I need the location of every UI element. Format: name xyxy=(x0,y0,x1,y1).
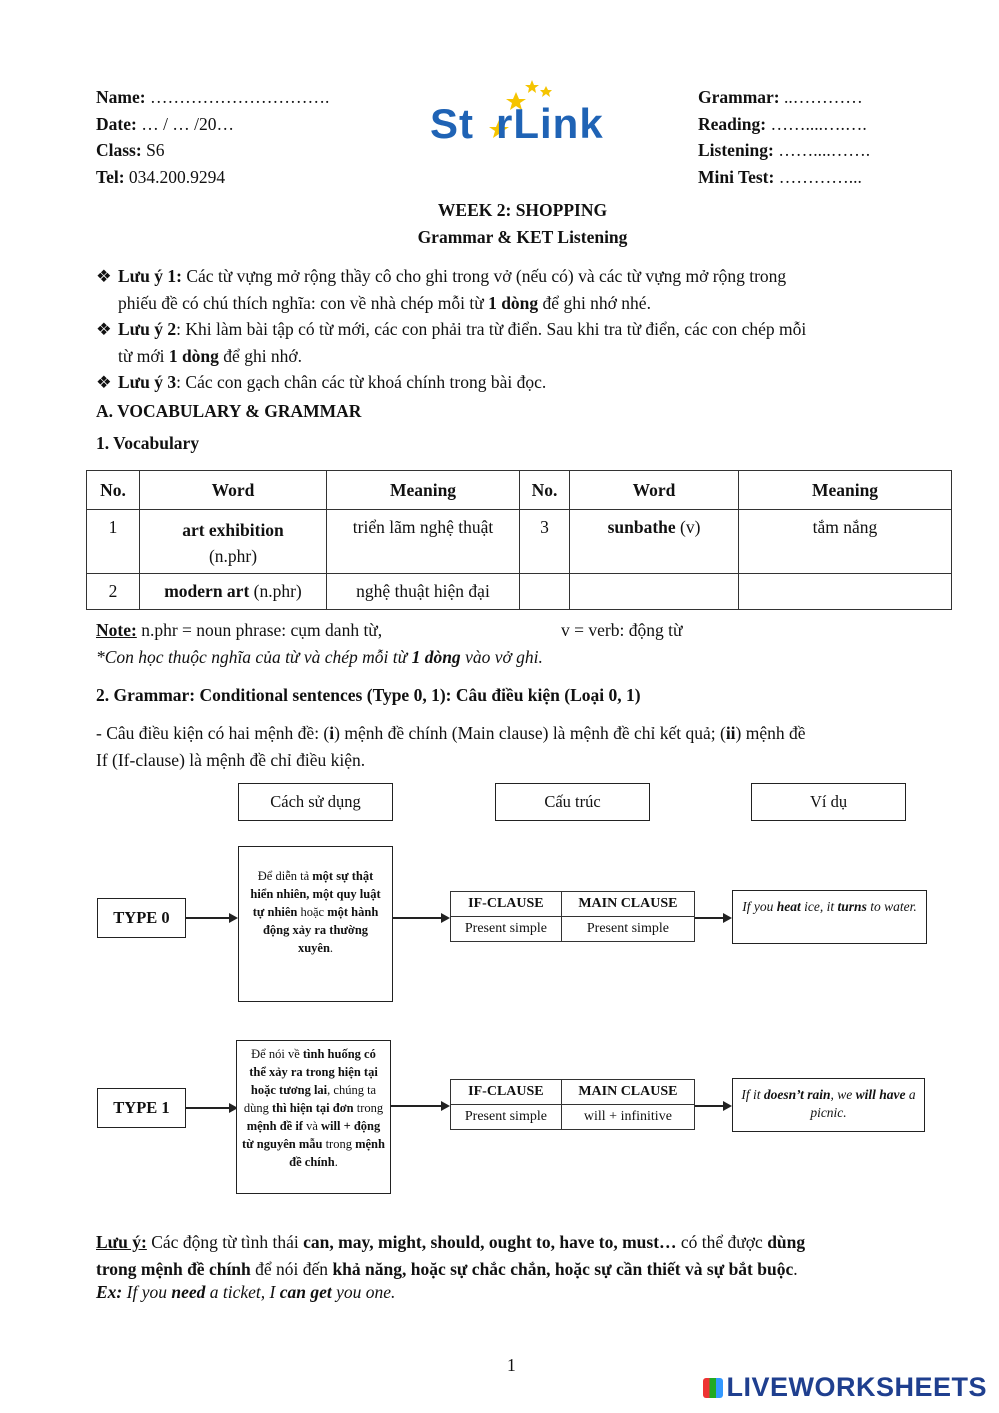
vocabulary-heading: 1. Vocabulary xyxy=(96,433,200,453)
type-1-ex-3: , we xyxy=(830,1087,856,1102)
type-0-box: TYPE 0 xyxy=(97,898,186,938)
listening-label: Listening: xyxy=(698,140,774,160)
type-0-main-head: MAIN CLAUSE xyxy=(561,892,694,917)
reading-value: ……....….…. xyxy=(766,113,867,134)
header-meaning-1: Meaning xyxy=(327,471,520,510)
note-2 xyxy=(96,316,946,369)
logo-text-rlink: rLink xyxy=(496,100,604,147)
vocab-instruction-1: *Con học thuộc nghĩa của từ và chép mỗi từ xyxy=(96,647,412,667)
modal-note-text-3: để nói đến xyxy=(250,1258,333,1279)
date-line xyxy=(96,111,329,138)
note-1-text: Các từ vựng mở rộng thầy cô cho ghi trong vở (nếu có) và các từ vựng mở rộng trong xyxy=(181,266,787,286)
type-1-main-value: will + infinitive xyxy=(561,1105,694,1130)
logo-text xyxy=(430,100,604,148)
type-0-structure-head xyxy=(451,892,695,917)
type-0-use-1: Để diễn tả xyxy=(257,869,313,883)
liveworksheets-text: LIVEWORKSHEETS xyxy=(726,1372,987,1402)
modal-note-bold-3: trong mệnh đề chính xyxy=(96,1258,251,1279)
modal-note-text-1: Các động từ tình thái xyxy=(146,1232,304,1252)
header-meaning-2: Meaning xyxy=(739,471,952,510)
note-1-label: Lưu ý 1: xyxy=(118,266,182,286)
type-0-structure-table xyxy=(450,891,695,942)
liveworksheets-icon xyxy=(703,1378,723,1398)
name-line xyxy=(96,84,329,111)
reading-label: Reading: xyxy=(698,113,767,134)
type-0-use-3: hoặc xyxy=(297,905,328,919)
example-text-2: a ticket, I xyxy=(205,1282,280,1302)
score-info xyxy=(698,84,870,190)
page-subtitle: Grammar & KET Listening xyxy=(417,227,628,247)
vocab-instruction-bold: 1 dòng xyxy=(411,647,461,667)
row-1-pos: (n.phr) xyxy=(208,546,258,566)
type-1-main-head: MAIN CLAUSE xyxy=(561,1080,694,1105)
header-no-1: No. xyxy=(87,471,140,510)
note-1-bold: 1 dòng xyxy=(488,292,539,313)
example-bold-1: need xyxy=(171,1282,206,1302)
col-head-example: Ví dụ xyxy=(751,783,906,821)
row-4-no xyxy=(520,574,570,610)
minitest-value: …………... xyxy=(774,166,862,187)
intro-text-1: - Câu điều kiện có hai mệnh đề: ( xyxy=(96,723,330,743)
reading-score-line xyxy=(698,111,870,138)
row-2-word-text: modern art xyxy=(164,581,250,601)
grammar-intro xyxy=(96,720,932,774)
modal-note-label: Lưu ý: xyxy=(96,1232,147,1252)
row-1-word xyxy=(140,510,327,574)
vocab-note-label: Note: xyxy=(96,620,137,640)
type-1-arrow-2 xyxy=(391,1105,441,1107)
type-0-if-head: IF-CLAUSE xyxy=(451,892,562,917)
type-0-example xyxy=(732,890,927,944)
type-1-ex-1: If it xyxy=(741,1087,764,1102)
type-1-arrow-1 xyxy=(186,1107,229,1109)
row-3-meaning: tắm nắng xyxy=(739,510,952,574)
page-number: 1 xyxy=(507,1355,516,1375)
table-row xyxy=(87,510,952,574)
note-2-bold: 1 dòng xyxy=(168,345,219,366)
type-1-use-11: . xyxy=(334,1155,338,1169)
type-1-box: TYPE 1 xyxy=(97,1088,186,1128)
type-0-if-value: Present simple xyxy=(451,917,562,942)
type-1-ex-4: will have xyxy=(855,1087,906,1102)
row-2-word xyxy=(140,574,327,610)
intro-bold-2: ii xyxy=(725,723,736,743)
logo-text-st: St xyxy=(430,100,474,147)
type-0-usage xyxy=(238,846,393,1002)
header-word-2: Word xyxy=(570,471,739,510)
example-sentence xyxy=(96,1282,395,1303)
arrow-right-icon xyxy=(441,913,450,923)
listening-value: ……....……. xyxy=(773,140,871,160)
vocab-note-text-2: v = verb: động từ xyxy=(561,620,683,640)
type-0-ex-4: turns xyxy=(837,899,867,914)
vocab-instruction-2: vào vở ghi. xyxy=(460,647,543,667)
starlink-logo xyxy=(428,78,638,148)
arrow-right-icon xyxy=(229,913,238,923)
class-label: Class: xyxy=(96,140,142,160)
example-label: Ex: xyxy=(96,1282,123,1302)
note-2-text-2: từ mới xyxy=(118,345,169,366)
type-1-example xyxy=(732,1078,925,1132)
diamond-bullet-icon: ❖ xyxy=(96,372,112,392)
intro-bold-1: i xyxy=(329,723,335,743)
modal-note-bold-2: dùng xyxy=(767,1232,806,1252)
type-1-ex-2: doesn’t rain xyxy=(763,1087,831,1102)
note-2-line-2 xyxy=(96,343,946,370)
type-1-structure-head xyxy=(451,1080,695,1105)
type-0-ex-2: heat xyxy=(776,899,801,914)
type-1-if-head: IF-CLAUSE xyxy=(451,1080,562,1105)
type-0-arrow-2 xyxy=(393,917,441,919)
diamond-bullet-icon: ❖ xyxy=(96,266,112,286)
type-0-ex-1: If you xyxy=(742,899,777,914)
type-1-structure-row xyxy=(451,1105,695,1130)
grammar-heading: 2. Grammar: Conditional sentences (Type 0, 1): Câu điều kiện (Loại 0, 1) xyxy=(96,685,641,705)
example-text-1: If you xyxy=(122,1282,172,1302)
type-1-structure-table xyxy=(450,1079,695,1130)
listening-score-line xyxy=(698,137,870,164)
modal-note-bold-1: can, may, might, should, ought to, have to, must… xyxy=(303,1232,677,1252)
type-1-ex-5: a picnic. xyxy=(810,1087,916,1120)
type-1-use-9: trong xyxy=(322,1137,356,1151)
type-1-use-7: và xyxy=(302,1119,322,1133)
example-bold-2: can get xyxy=(279,1282,332,1302)
row-2-pos: (n.phr) xyxy=(249,581,302,601)
row-3-no: 3 xyxy=(520,510,570,574)
date-value: … / … /20… xyxy=(136,113,235,134)
type-0-arrow-1 xyxy=(186,917,229,919)
modal-verbs-note xyxy=(96,1229,932,1282)
row-1-word-text: art exhibition xyxy=(182,520,284,540)
intro-text-3: ) mệnh đề xyxy=(735,723,806,743)
type-1-use-1: Để nói về xyxy=(251,1047,303,1061)
note-3 xyxy=(96,369,936,396)
type-0-use-5: . xyxy=(329,941,334,955)
note-2-label: Lưu ý 2 xyxy=(118,319,177,339)
tel-value: 034.200.9294 xyxy=(124,166,226,187)
header-no-2: No. xyxy=(520,471,570,510)
type-1-if-value: Present simple xyxy=(451,1105,562,1130)
minitest-score-line xyxy=(698,164,870,191)
note-2-text-3: để ghi nhớ. xyxy=(218,345,303,366)
grammar-value: ..………… xyxy=(779,87,863,107)
vocab-note xyxy=(96,620,382,641)
section-a-heading: A. VOCABULARY & GRAMMAR xyxy=(96,401,362,421)
type-0-arrow-3 xyxy=(695,917,723,919)
arrow-right-icon xyxy=(723,1101,732,1111)
note-2-text: : Khi làm bài tập có từ mới, các con phải tra từ điển. Sau khi tra từ điển, các con chép mỗi xyxy=(176,319,807,339)
name-value: …………………………. xyxy=(145,87,330,107)
vocab-instruction xyxy=(96,647,543,668)
type-1-use-4: thì hiện tại đơn xyxy=(272,1101,354,1115)
type-0-use-2: một sự thật hiển nhiên, một quy luật tự nhiên xyxy=(250,869,381,919)
type-0-use-4: một hành động xảy ra thường xuyên xyxy=(262,905,379,955)
type-1-usage xyxy=(236,1040,391,1194)
note-1-text-2: phiếu đề có chú thích nghĩa: con về nhà chép mỗi từ xyxy=(118,292,489,313)
type-0-main-value: Present simple xyxy=(561,917,694,942)
vocabulary-table-header xyxy=(87,471,952,510)
modal-note-bold-4: khả năng, hoặc sự chắc chắn, hoặc sự cần thiết và sự bắt buộc xyxy=(332,1258,794,1279)
header-word-1: Word xyxy=(140,471,327,510)
type-0-ex-5: to water. xyxy=(866,899,917,914)
row-3-pos: (v) xyxy=(675,517,701,537)
arrow-right-icon xyxy=(441,1101,450,1111)
date-label: Date: xyxy=(96,113,137,134)
name-label: Name: xyxy=(96,87,146,107)
note-3-label: Lưu ý 3 xyxy=(118,372,177,392)
note-1 xyxy=(96,263,936,316)
note-3-text: : Các con gạch chân các từ khoá chính trong bài đọc. xyxy=(176,372,547,392)
row-3-word-text: sunbathe xyxy=(607,517,676,537)
student-info xyxy=(96,84,329,190)
row-1-no: 1 xyxy=(87,510,140,574)
col-head-structure: Cấu trúc xyxy=(495,783,650,821)
modal-note-text-4: . xyxy=(793,1258,798,1279)
page-title: WEEK 2: SHOPPING xyxy=(437,200,608,220)
class-line xyxy=(96,137,329,164)
note-1-line-2 xyxy=(96,290,936,317)
row-4-word xyxy=(570,574,739,610)
row-1-meaning: triển lãm nghệ thuật xyxy=(327,510,520,574)
liveworksheets-logo[interactable] xyxy=(703,1372,987,1403)
row-2-meaning: nghệ thuật hiện đại xyxy=(327,574,520,610)
vocabulary-table xyxy=(86,470,952,610)
tel-label: Tel: xyxy=(96,166,125,187)
vocab-note-text-1: n.phr = noun phrase: cụm danh từ, xyxy=(136,620,383,640)
type-0-structure-row xyxy=(451,917,695,942)
minitest-label: Mini Test: xyxy=(698,166,775,187)
type-1-use-6: mệnh đề if xyxy=(246,1119,303,1133)
modal-note-text-2: có thể được xyxy=(676,1232,768,1252)
intro-text-2: ) mệnh đề chính (Main clause) là mệnh đề chỉ kết quả; ( xyxy=(334,723,726,743)
tel-line xyxy=(96,164,329,191)
type-1-use-5: trong xyxy=(353,1101,384,1115)
row-4-meaning xyxy=(739,574,952,610)
intro-text-4: If (If-clause) là mệnh đề chỉ điều kiện. xyxy=(96,750,366,770)
col-head-usage: Cách sử dụng xyxy=(238,783,393,821)
grammar-label: Grammar: xyxy=(698,87,780,107)
row-2-no: 2 xyxy=(87,574,140,610)
type-0-ex-3: ice, it xyxy=(800,899,838,914)
note-1-text-3: để ghi nhớ nhé. xyxy=(538,292,651,313)
arrow-right-icon xyxy=(723,913,732,923)
type-1-use-10: mệnh đề chính xyxy=(289,1137,385,1169)
type-1-arrow-3 xyxy=(695,1105,723,1107)
type-1-use-8: will + động từ nguyên mẫu xyxy=(242,1119,381,1151)
diamond-bullet-icon: ❖ xyxy=(96,319,112,339)
row-3-word xyxy=(570,510,739,574)
grammar-score-line xyxy=(698,84,870,111)
table-row xyxy=(87,574,952,610)
class-value: S6 xyxy=(141,140,165,160)
type-1-use-3: , chúng ta dùng xyxy=(243,1083,377,1115)
type-1-use-2: tình huống có thể xảy ra trong hiện tại hoặc tương lai xyxy=(249,1047,378,1097)
example-text-3: you one. xyxy=(331,1282,396,1302)
